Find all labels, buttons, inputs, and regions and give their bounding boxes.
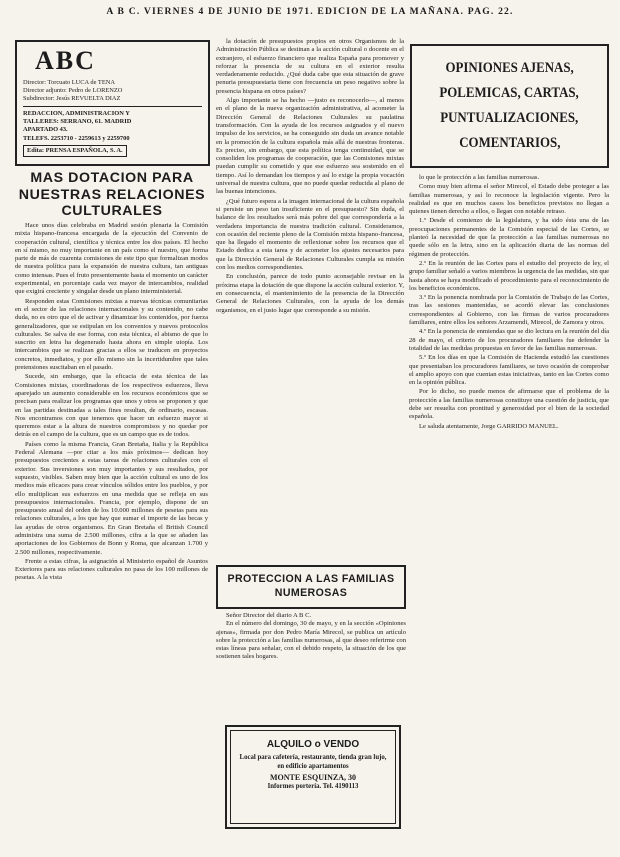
proteccion-headline-box	[216, 565, 406, 609]
masthead-address: REDACCION, ADMINISTRACION Y	[23, 110, 130, 118]
paragraph: 2.º En la reunión de las Cortes para el estudio del proyecto de ley, el grupo familiar señaló a varios miembros la urgencia de las medidas, sin que hasta ahora se haya modificado el procedimiento para el reconocimiento de los beneficios económicos.	[409, 259, 609, 292]
paragraph: ¿Qué futuro espera a la imagen internacional de la cultura española si persiste un peso tan insuficiente en el presupuesto? Sin duda, el balance de los resultados será más pobre del que correspondería a la verdadera importancia de nuestra tradición cultural. Consideramos, con ocasión del reciente pleno de la Comisión mixta hispano-francesa, que ha llegado el momento de reflexionar sobre los recursos que el Estado dedica a esta tarea y de acometer los ajustes necesarios para que la Dirección General de Relaciones Culturales cumpla su misión con los medios correspondientes.	[216, 197, 404, 272]
paragraph: 1.º Desde el comienzo de la legislatura, y ha sido ésta una de las preocupaciones permanentes de la Comisión especial de las Cortes, se planteó la necesidad de que la protección a las familias numerosas no quede sólo en la letra, sino en la aplicación diaria de las normas del régimen de protección.	[409, 217, 609, 258]
paragraph: En el número del domingo, 30 de mayo, y en la sección «Opiniones ajenas», firmada por don Pedro María Mirecol, se publica un artículo sobre la protección a las familias numerosas, al que deseo referirme con estas líneas para señalar, con el debido respeto, la situación de los que sostienen tales hogares.	[216, 620, 406, 661]
opiniones-line: OPINIONES AJENAS,	[445, 60, 574, 76]
right-article-body	[409, 174, 609, 850]
page-header: A B C. VIERNES 4 DE JUNIO DE 1971. EDICION DE LA MAÑANA. PAG. 22.	[106, 6, 514, 17]
alquilo-ad	[225, 725, 401, 829]
paragraph: Hace unos días celebraba en Madrid sesión plenaria la Comisión mixta hispano-francesa encargada de la ejecución del Convenio de cooperación cultural, científica y técnica entre los dos países. El hecho en sí mismo, no muy importante en un país como el nuestro, que forma parte de más de cuarenta comisiones de este tipo que formalizan modos de nuestra política para la expansión de nuestra cultura, tan antiguas como intensas. Pues el fruto presentemente hasta el momento un carácter experimental, en porcentaje cada vez mayor de intercambios, realidad que exigirá creciente y singular desde un plano interministerial.	[15, 222, 208, 296]
paragraph: Responden estas Comisiones mixtas a nuevas técnicas comunitarias en el sector de las relaciones internacionales y su contenido, no cabe duda, no es otro que el de activar y dinamizar los contenidos, por fuerza generalizadores, que se estipulan en los convenios y nuevos protocolos culturales. Se salva de ese forma, con esta técnica, el abismo de que lo suscrito en letra ha degenerado hasta ahora en simple utopía. Los intercambios que se realizan gracias a ellos se traducen en proyectos concretos, inmediatos, y por ello mismo sin la incertidumbre que tales pretensiones suscitaban en el pasado.	[15, 297, 208, 372]
paragraph: Sucede, sin embargo, que la eficacia de esta técnica de las Comisiones mixtas, coordinadoras de los respectivos esfuerzos, lleva aparejado un aumento considerable en los recursos económicos que se precisan para realizar los programas que unos y otros se proponen y que en las partidas destinadas a tales fines resultan, de ordinario, escasas. Nos encontramos con que tenemos que hacer un esfuerzo mayor si queremos estar a la altura de nuestros compromisos y no quedar por detrás en el campo de la cultura, que es un campo que es de todos.	[15, 373, 208, 439]
headline-line: NUESTRAS RELACIONES	[18, 186, 206, 203]
left-article-body	[15, 222, 208, 830]
paragraph: Le saluda atentamente, Jorge GARRIDO MANUEL.	[419, 422, 559, 430]
masthead-address: TELEFS. 2253710 - 2259613 y 2259700	[23, 134, 130, 142]
masthead-line: Subdirector: Jesús REVUELTA DIAZ	[23, 95, 121, 103]
paragraph: Señor Director del diario A B C.	[226, 612, 312, 619]
paragraph: Como muy bien afirma el señor Mirecol, el Estado debe proteger a las familias numerosas, y así lo reconoce la legislación vigente. Pero la realidad es que en muchos casos los beneficios previstos no llegan a quienes tienen derecho a ellos, o llegan con notable retraso.	[409, 183, 609, 216]
headline-line: MAS DOTACION PARA	[30, 170, 194, 186]
masthead-address: TALLERES: SERRANO, 61. MADRID	[23, 118, 132, 126]
opiniones-box	[410, 44, 609, 168]
masthead-divider	[23, 106, 202, 107]
headline-line: PROTECCION A LAS FAMILIAS	[227, 573, 395, 585]
ad-line: Local para cafetería, restaurante, tienda gran lujo, en edificio apartamentos	[239, 754, 387, 770]
alquilo-ad-inner	[230, 730, 396, 824]
opiniones-line: PUNTUALIZACIONES,	[440, 110, 579, 126]
opiniones-line: COMENTARIOS,	[458, 135, 561, 151]
proteccion-body	[216, 612, 406, 662]
masthead-editor: Edita: PRENSA ESPAÑOLA, S. A.	[23, 145, 127, 157]
ad-line: MONTE ESQUINZA, 30	[269, 773, 356, 782]
paragraph: En conclusión, parece de todo punto aconsejable revisar en la próxima etapa la dotación de que dispone la acción cultural exterior. Y, en consecuencia, el mantenimiento de la presencia de la Dirección General de Relaciones Culturales, con la ayuda de los demás organismos, en el justo lugar que corresponde a su misión.	[216, 273, 404, 314]
ad-title: ALQUILO o VENDO	[266, 739, 360, 750]
paragraph: Algo importante se ha hecho —justo es reconocerlo—, al menos en el plano de la nueva organización administrativa, al acometer la Dirección General de Relaciones Culturales su paulatina transformación. Con la ayuda de los recursos asignados y el nuevo impulso de los servicios, se ha conseguido sin duda un avance notable en la promoción de la cultura española más allá de nuestras fronteras. Es preciso, sin embargo, que esta política tenga continuidad, que se consoliden los programas de cooperación, que las Comisiones mixtas puedan cumplir su cometido y que ese esfuerzo sea sostenido en el tiempo. Así lo demandan los tiempos y así lo exige la propia vocación universal de nuestra cultura, que no puede quedar reducida al plano de las buenas intenciones.	[216, 97, 404, 196]
paragraph: lo que le protección a las familias numerosas.	[419, 174, 540, 181]
paragraph: Países como la misma Francia, Gran Bretaña, Italia y la República Federal Alemana —por citar a los más próximos— dedican hoy presupuestos crecientes a estas tareas de relaciones culturales con el exterior. Sus inversiones son muy importantes y sus resultados, por supuesto, visibles. Saben muy bien que la acción cultural es uno de los medios más eficaces para crear vínculos sólidos entre los pueblos, y por ello multiplican sus esfuerzos en una medida que se refleja en sus presupuestos internacionales. Francia, por ejemplo, dispone de un presupuesto anual del orden de los 10.000 millones de pesetas para sus relaciones culturales, a los que hay que sumar el importe de las becas y las ayudas de otros organismos. En Gran Bretaña el British Council administra una suma de 2.500 millones, cifra a la que se añaden las aportaciones de los Gobiernos de Bonn y Roma, que alcanzan 1.700 y 2.500 millones, respectivamente.	[15, 440, 208, 556]
left-headline	[14, 170, 210, 220]
masthead-line: Director adjunto: Pedro de LORENZO	[23, 87, 123, 95]
paragraph: la dotación de presupuestos propios en otros Organismos de la Administración Pública se destinan a la acción cultural o docente en el extranjero, el esfuerzo financiero que realiza España para promover y reforzar la presencia de su cultura en el exterior resulta verdaderamente reducido. ¿Qué duda cabe que esta situación de grave penuria presupuestaria tiene con frecuencia un peso negativo sobre la presencia hispana en otros países?	[216, 38, 404, 95]
opiniones-line: POLEMICAS, CARTAS,	[439, 85, 580, 101]
middle-article-body	[216, 38, 404, 556]
masthead-address: APARTADO 43.	[23, 126, 68, 134]
headline-line: NUMEROSAS	[274, 586, 348, 599]
masthead-line: Director: Torcuato LUCA de TENA	[23, 79, 115, 86]
paragraph: Frente a estas cifras, la asignación al Ministerio español de Asuntos Exteriores para sus relaciones culturales no pasa de los 100 millones de pesetas. A la vista	[15, 557, 208, 582]
paragraph: 3.º En la ponencia nombrada por la Comisión de Trabajo de las Cortes, tras las sesiones mantenidas, se acordó elevar las conclusiones correspondientes al Gobierno, con las firmas de varios procuradores familiares, entre ellos los señores Arzamendi, Mirecol, de Zamora y otros.	[409, 294, 609, 327]
paragraph: 5.º En los días en que la Comisión de Hacienda estudió las cuestiones que presentaban los procuradores familiares, se tuvo ocasión de comprobar el amplio apoyo con que cuentan estas iniciativas, tanto en las Cortes como en la opinión pública.	[409, 354, 609, 387]
masthead-box	[15, 40, 210, 166]
headline-line: CULTURALES	[61, 203, 163, 219]
abc-logo: ABC	[35, 46, 96, 75]
paragraph: Por lo dicho, no puede menos de afirmarse que el problema de la protección a las familias numerosas constituye una cuestión de justicia, que debe ser resuelta con prontitud y generosidad por el bien de la sociedad española.	[409, 388, 609, 421]
paragraph: 4.º En la ponencia de enmiendas que se dio lectura en la reunión del día 28 de mayo, el criterio de los procuradores familiares fue defender la totalidad de las medidas propuestas en favor de las familias numerosas.	[409, 328, 609, 352]
ad-line: Informes portería. Tel. 4190113	[267, 783, 359, 790]
